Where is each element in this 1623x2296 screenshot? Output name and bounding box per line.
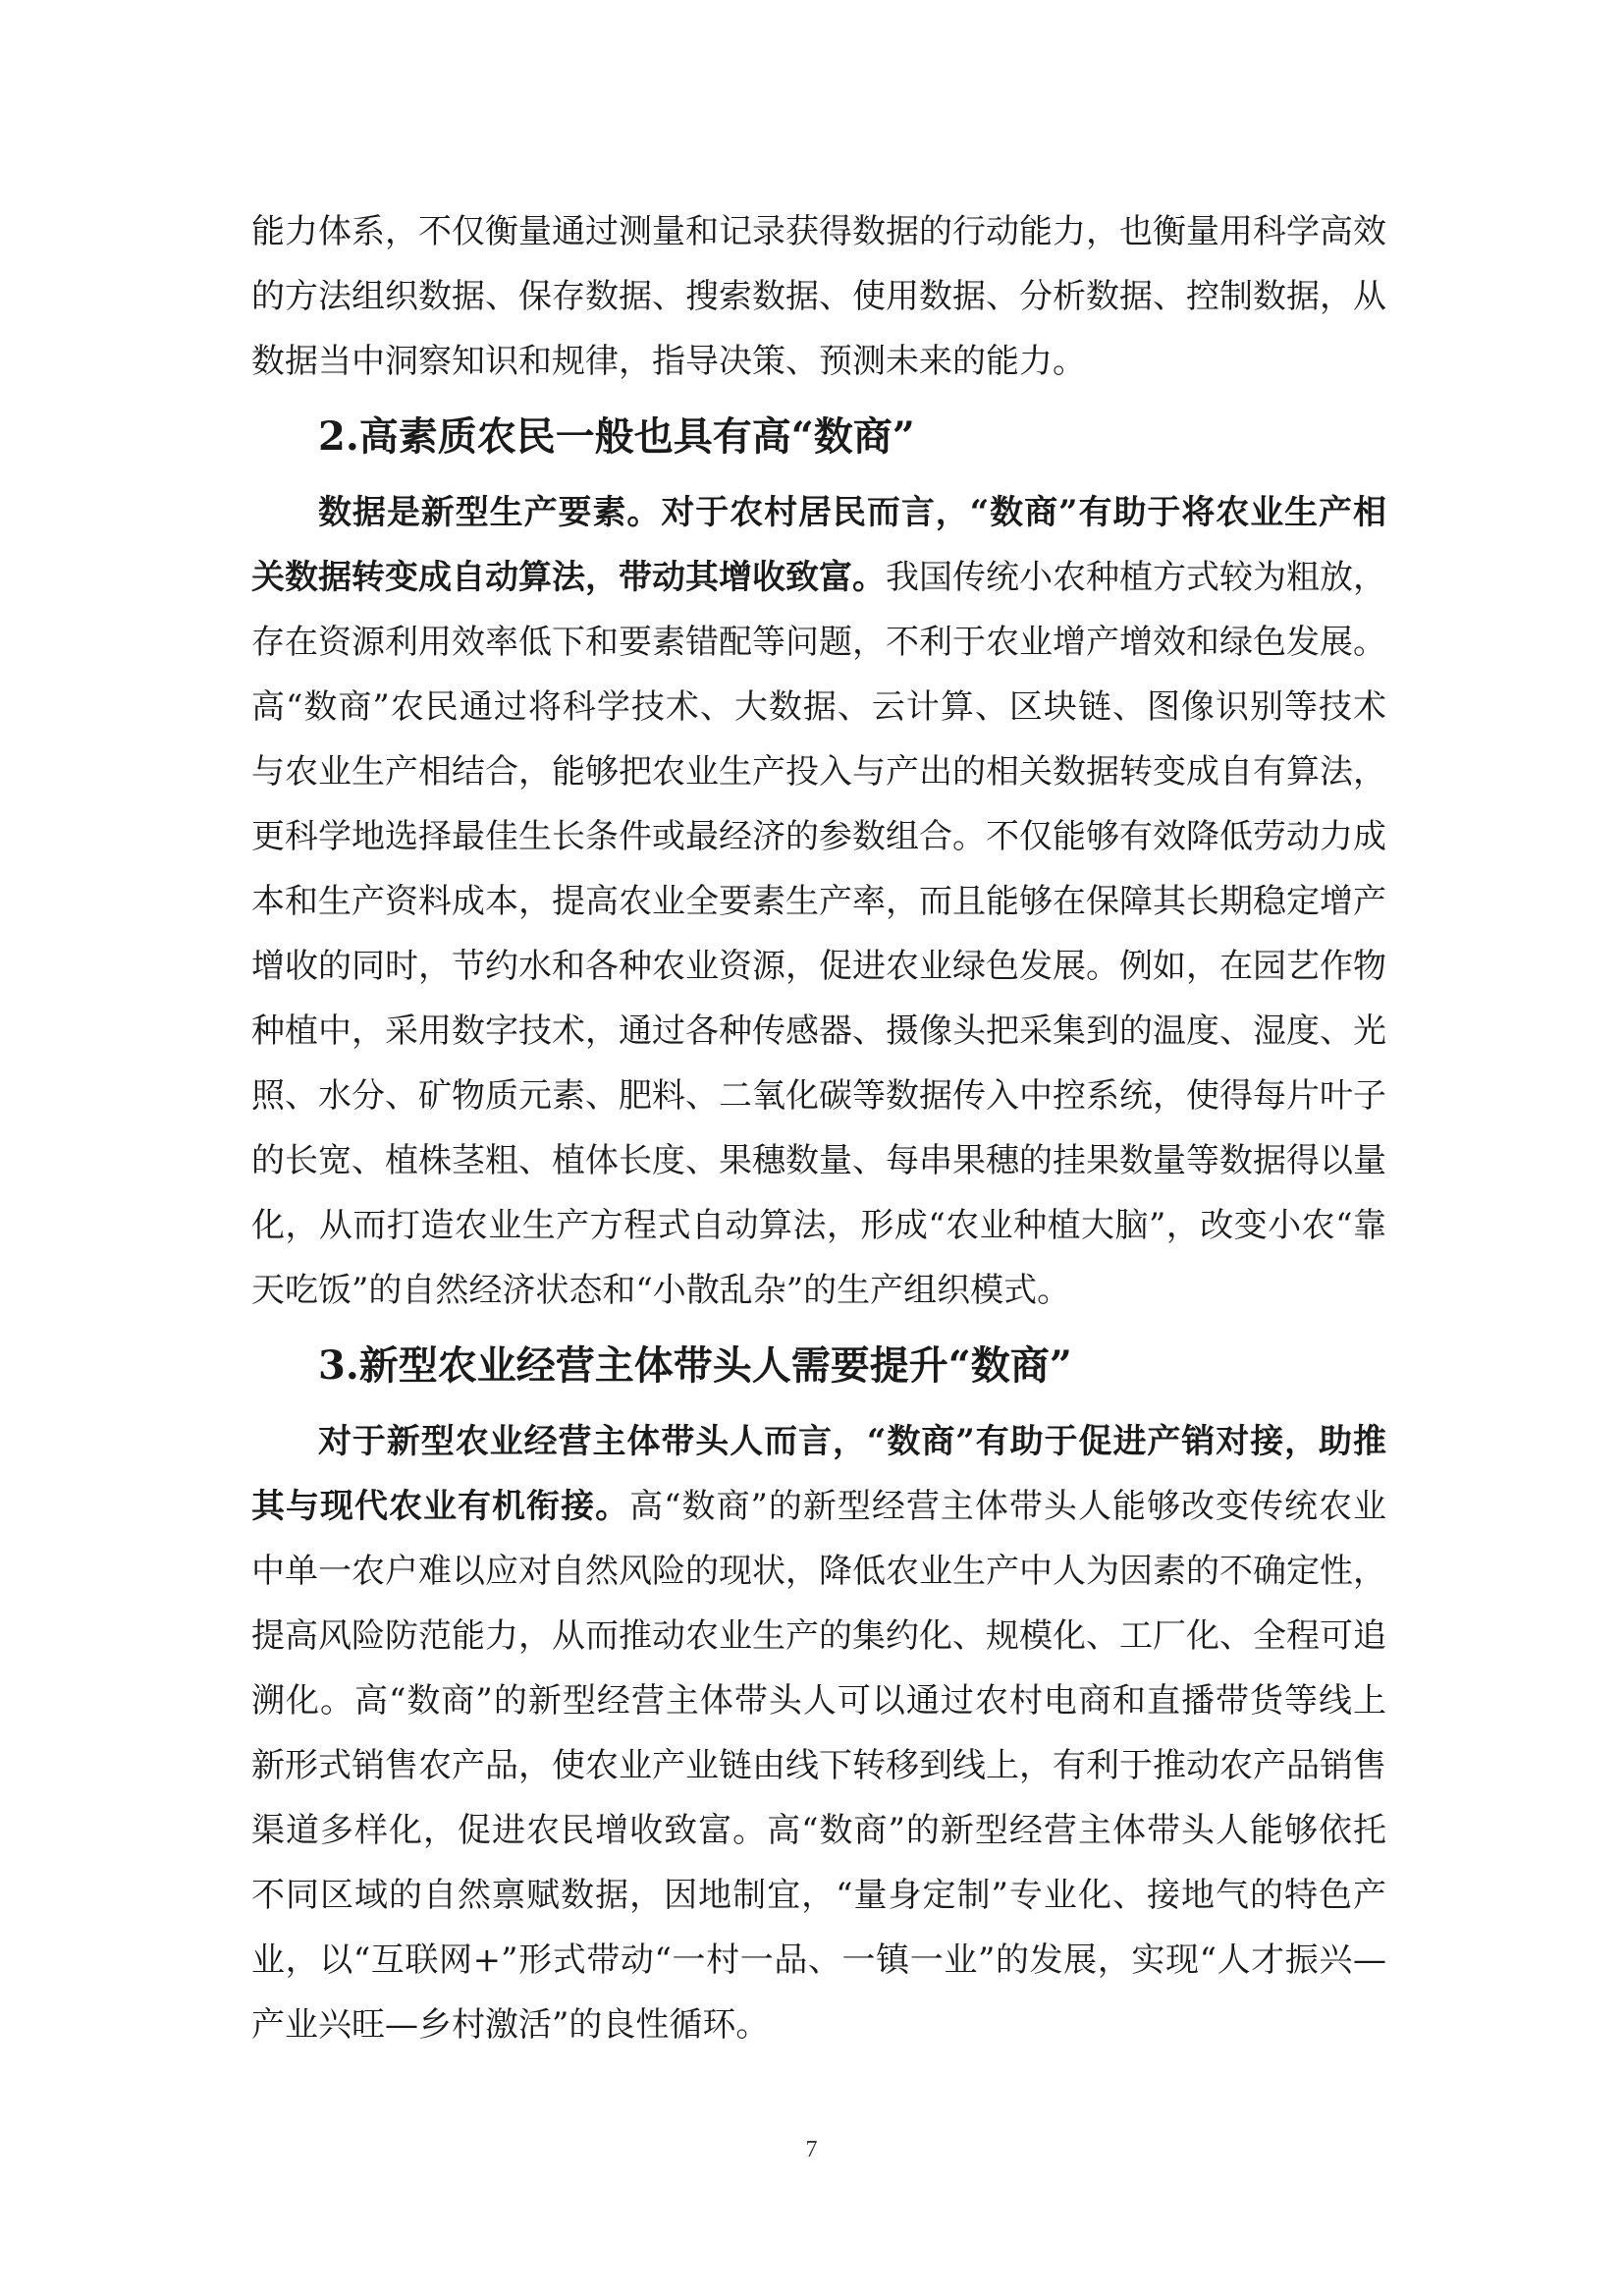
- paragraph-bold-lead: 数据是新型生产要素。对于农村居民而言，“数商”有助于将农业生产相关数据转变成自动算法，带动其增收致富。: [251, 493, 1386, 597]
- paragraph-section-3: [251, 1409, 1386, 2057]
- section-heading-2: 2.高素质农民一般也具有高“数商”: [318, 413, 915, 460]
- paragraph-continued: [251, 199, 1386, 394]
- page-number: 7: [805, 2137, 818, 2162]
- paragraph-text: 能力体系，不仅衡量通过测量和记录获得数据的行动能力，也衡量用科学高效的方法组织数据、保存数据、搜索数据、使用数据、分析数据、控制数据，从数据当中洞察知识和规律，指导决策、预测未来的能力。: [251, 212, 1386, 381]
- paragraph-section-2: [251, 480, 1386, 1323]
- paragraph-text: 我国传统小农种植方式较为粗放，存在资源利用效率低下和要素错配等问题，不利于农业增产增效和绿色发展。高“数商”农民通过将科学技术、大数据、云计算、区块链、图像识别等技术与农业生产相结合，能够把农业生产投入与产出的相关数据转变成自有算法，更科学地选择最佳生长条件或最经济的参数组合。不仅能够有效降低劳动力成本和生产资料成本，提高农业全要素生产率，而且能够在保障其长期稳定增产增收的同时，节约水和各种农业资源，促进农业绿色发展。例如，在园艺作物种植中，采用数字技术，通过各种传感器、摄像头把采集到的温度、湿度、光照、水分、矿物质元素、肥料、二氧化碳等数据传入中控系统，使得每片叶子的长宽、植株茎粗、植体长度、果穗数量、每串果穗的挂果数量等数据得以量化，从而打造农业生产方程式自动算法，形成“农业种植大脑”，改变小农“靠天吃饭”的自然经济状态和“小散乱杂”的生产组织模式。: [251, 558, 1386, 1310]
- document-body: [251, 199, 1386, 2057]
- section-heading-3: 3.新型农业经营主体带头人需要提升“数商”: [318, 1342, 1072, 1389]
- paragraph-text: 高“数商”的新型经营主体带头人能够改变传统农业中单一农户难以应对自然风险的现状，降低农业生产中人为因素的不确定性，提高风险防范能力，从而推动农业生产的集约化、规模化、工厂化、全程可追溯化。高“数商”的新型经营主体带头人可以通过农村电商和直播带货等线上新形式销售农产品，使农业产业链由线下转移到线上，有利于推动农产品销售渠道多样化，促进农民增收致富。高“数商”的新型经营主体带头人能够依托不同区域的自然禀赋数据，因地制宜，“量身定制”专业化、接地气的特色产业，以“互联网+”形式带动“一村一品、一镇一业”的发展，实现“人才振兴—产业兴旺—乡村激活”的良性循环。: [251, 1487, 1386, 2045]
- paragraph-bold-lead: 对于新型农业经营主体带头人而言，“数商”有助于促进产销对接，助推其与现代农业有机衔接。: [251, 1422, 1386, 1526]
